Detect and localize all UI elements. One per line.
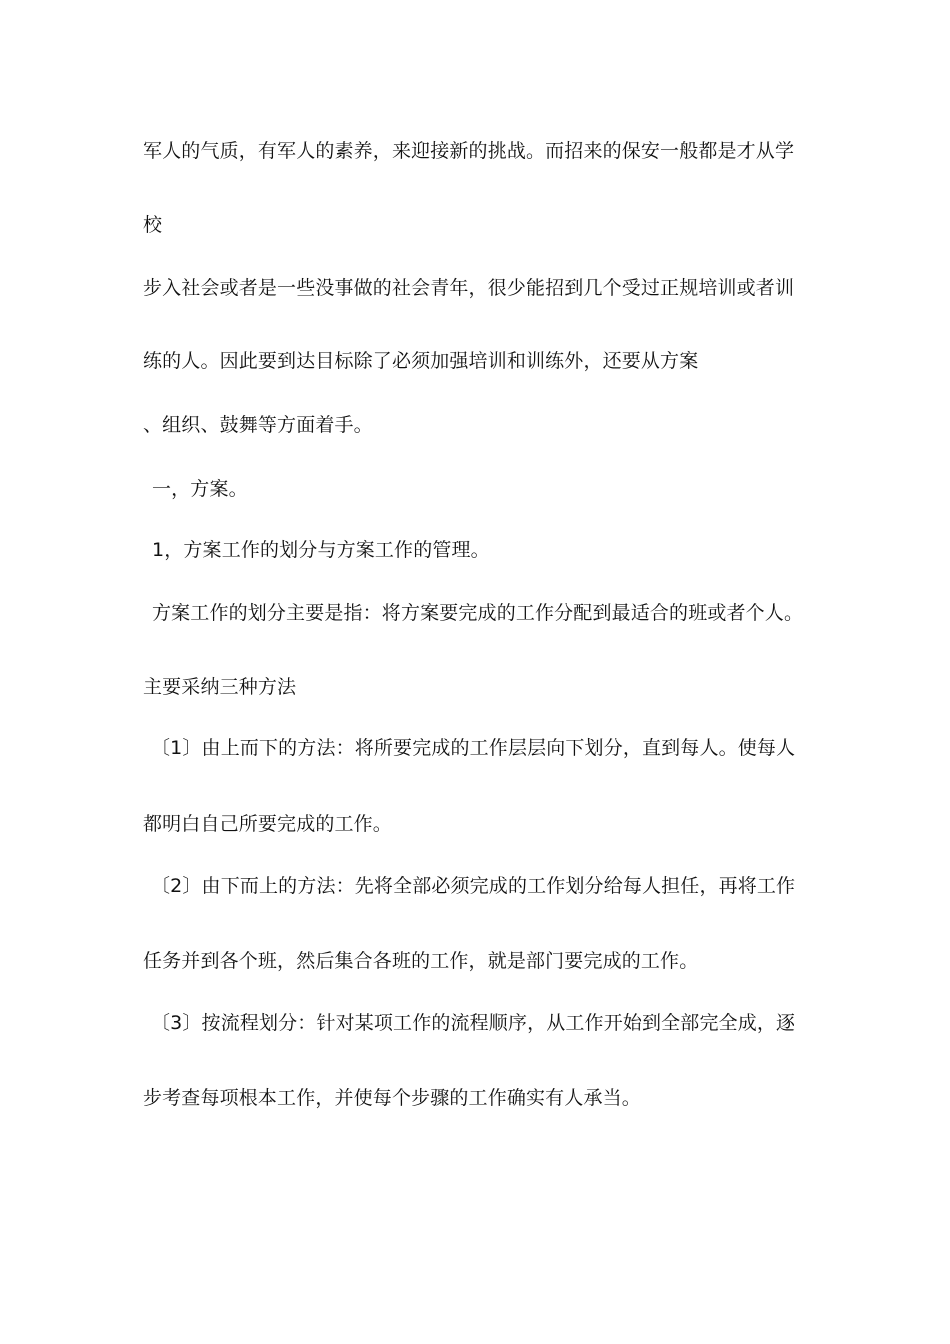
list-item: 〔3〕按流程划分：针对某项工作的流程顺序，从工作开始到全部完全成，逐 xyxy=(151,1012,796,1034)
paragraph-line: 练的人。因此要到达目标除了必须加强培训和训练外，还要从方案 xyxy=(143,350,699,372)
paragraph-line: 主要采纳三种方法 xyxy=(143,676,297,698)
paragraph-line: 步入社会或者是一些没事做的社会青年，很少能招到几个受过正规培训或者训 xyxy=(143,277,795,299)
paragraph-line: 任务并到各个班，然后集合各班的工作，就是部门要完成的工作。 xyxy=(143,950,699,972)
subsection-heading: 1，方案工作的划分与方案工作的管理。 xyxy=(152,539,490,561)
list-item: 〔1〕由上而下的方法：将所要完成的工作层层向下划分，直到每人。使每人 xyxy=(151,737,796,759)
paragraph-line: 步考查每项根本工作，并使每个步骤的工作确实有人承当。 xyxy=(143,1087,641,1109)
paragraph-line: 军人的气质，有军人的素养，来迎接新的挑战。而招来的保安一般都是才从学 xyxy=(143,140,795,162)
paragraph-line: 校 xyxy=(143,214,163,236)
paragraph-line: 方案工作的划分主要是指：将方案要完成的工作分配到最适合的班或者个人。 xyxy=(152,602,804,624)
paragraph-line: 、组织、鼓舞等方面着手。 xyxy=(143,414,373,436)
list-item: 〔2〕由下而上的方法：先将全部必须完成的工作划分给每人担任，再将工作 xyxy=(151,875,796,897)
paragraph-line: 都明白自己所要完成的工作。 xyxy=(143,813,392,835)
section-heading: 一，方案。 xyxy=(152,478,248,500)
